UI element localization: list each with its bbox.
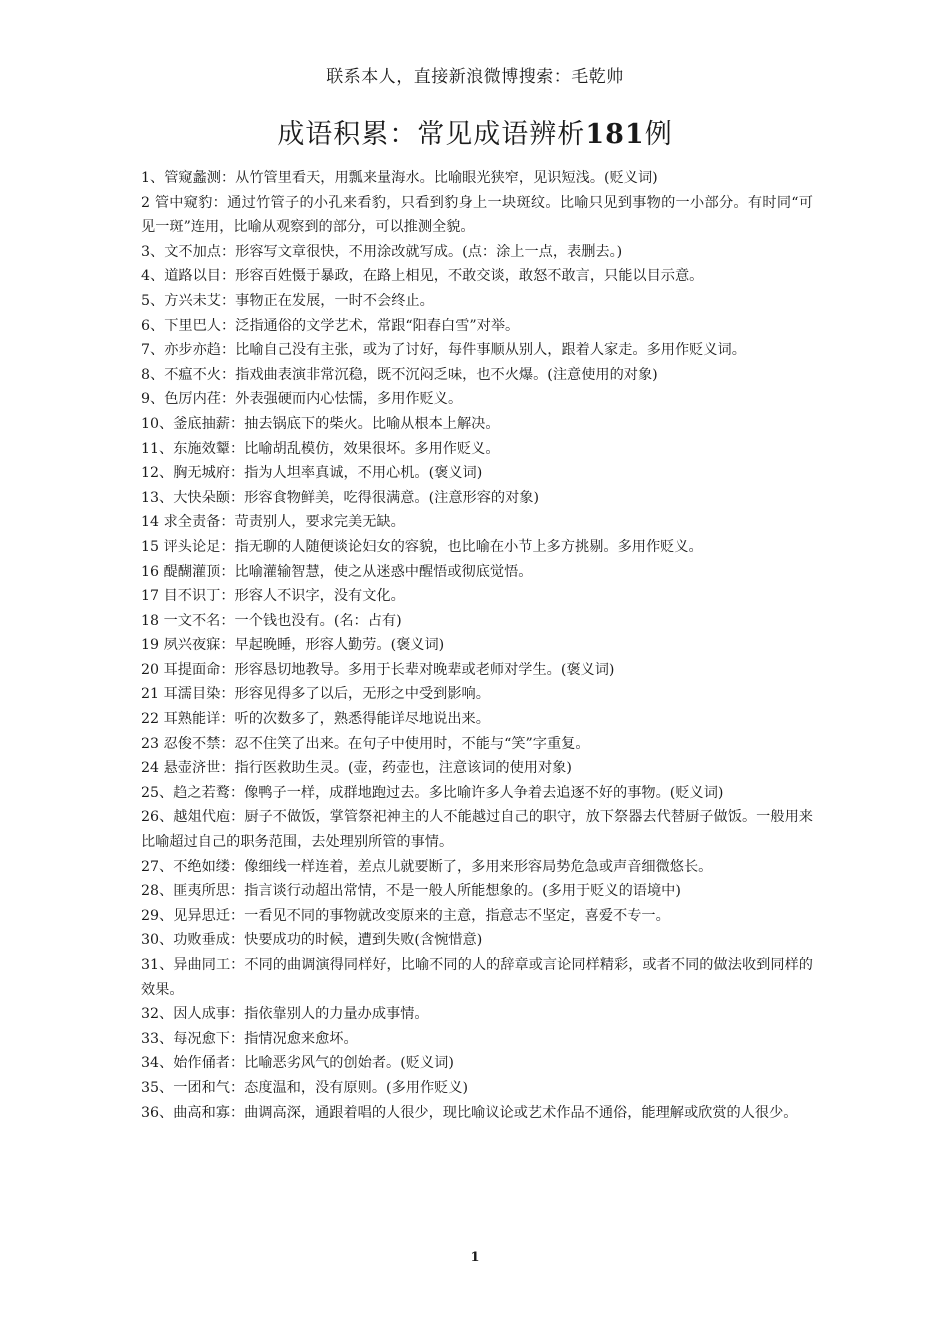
page-number: 1 (470, 1250, 480, 1265)
idiom-entry: 3、文不加点：形容写文章很快，不用涂改就写成。(点：涂上一点，表删去。) (141, 243, 623, 260)
idiom-entry: 32、因人成事：指依靠别人的力量办成事情。 (141, 1006, 429, 1023)
idiom-entry: 10、釜底抽薪：抽去锅底下的柴火。比喻从根本上解决。 (141, 415, 500, 432)
idiom-entry: 31、异曲同工：不同的曲调演得同样好，比喻不同的人的辞章或言论同样精彩，或者不同的做法收到同样的效果。 (141, 957, 813, 998)
idiom-entry: 25、趋之若鹜：像鸭子一样，成群地跑过去。多比喻许多人争着去追逐不好的事物。(贬义词) (141, 784, 724, 801)
idiom-entry: 34、始作俑者：比喻恶劣风气的创始者。(贬义词) (141, 1055, 454, 1072)
idiom-entry: 7、亦步亦趋：比喻自己没有主张，或为了讨好，每件事顺从别人，跟着人家走。多用作贬义词。 (141, 342, 746, 359)
idiom-list (141, 166, 813, 1125)
title-number: 181 (585, 119, 645, 150)
idiom-entry: 9、色厉内荏：外表强硬而内心怯懦，多用作贬义。 (141, 391, 463, 408)
idiom-entry: 23 忍俊不禁：忍不住笑了出来。在句子中使用时，不能与“笑”字重复。 (141, 735, 590, 752)
idiom-entry: 16 醍醐灌顶：比喻灌输智慧，使之从迷惑中醒悟或彻底觉悟。 (141, 563, 533, 580)
idiom-entry: 20 耳提面命：形容恳切地教导。多用于长辈对晚辈或老师对学生。(褒义词) (141, 661, 615, 678)
idiom-entry: 12、胸无城府：指为人坦率真诚，不用心机。(褒义词) (141, 465, 483, 482)
idiom-entry: 15 评头论足：指无聊的人随便谈论妇女的容貌，也比喻在小节上多方挑剔。多用作贬义。 (141, 538, 703, 555)
idiom-entry: 21 耳濡目染：形容见得多了以后，无形之中受到影响。 (141, 686, 490, 703)
idiom-entry: 4、道路以目：形容百姓慑于暴政，在路上相见，不敢交谈，敢怒不敢言，只能以目示意。 (141, 268, 704, 285)
idiom-entry: 33、每况愈下：指情况愈来愈坏。 (141, 1030, 358, 1047)
contact-note: 联系本人，直接新浪微博搜索：毛乾帅 (326, 67, 624, 87)
idiom-entry: 17 目不识丁：形容人不识字，没有文化。 (141, 588, 405, 605)
title-suffix: 例 (644, 119, 673, 150)
idiom-entry: 8、不瘟不火：指戏曲表演非常沉稳，既不沉闷乏味，也不火爆。(注意使用的对象) (141, 366, 658, 383)
idiom-entry: 2 管中窥豹：通过竹管子的小孔来看豹，只看到豹身上一块斑纹。比喻只见到事物的一小部分。有时同“可见一斑”连用，比喻从观察到的部分，可以推测全貌。 (141, 194, 813, 236)
idiom-entry: 35、一团和气：态度温和，没有原则。(多用作贬义) (141, 1079, 469, 1096)
idiom-entry: 13、大快朵颐：形容食物鲜美，吃得很满意。(注意形容的对象) (141, 489, 540, 506)
idiom-entry: 22 耳熟能详：听的次数多了，熟悉得能详尽地说出来。 (141, 711, 490, 728)
idiom-entry: 6、下里巴人：泛指通俗的文学艺术，常跟“阳春白雪”对举。 (141, 317, 520, 334)
idiom-entry: 27、不绝如缕：像细线一样连着，差点儿就要断了，多用来形容局势危急或声音细微悠长。 (141, 858, 713, 875)
idiom-entry: 26、越俎代庖：厨子不做饭，掌管祭祀神主的人不能越过自己的职守，放下祭器去代替厨子做饭。一般用来比喻超过自己的职务范围，去处理别所管的事情。 (141, 809, 813, 851)
idiom-entry: 19 夙兴夜寐：早起晚睡，形容人勤劳。(褒义词) (141, 637, 445, 654)
idiom-entry: 29、见异思迁：一看见不同的事物就改变原来的主意，指意志不坚定，喜爱不专一。 (141, 907, 670, 924)
idiom-entry: 28、匪夷所思：指言谈行动超出常情，不是一般人所能想象的。(多用于贬义的语境中) (141, 883, 681, 900)
idiom-entry: 5、方兴未艾：事物正在发展，一时不会终止。 (141, 292, 434, 309)
idiom-entry: 11、东施效颦：比喻胡乱模仿，效果很坏。多用作贬义。 (141, 440, 500, 457)
idiom-entry: 14 求全责备：苛责别人，要求完美无缺。 (141, 514, 405, 531)
idiom-entry: 30、功败垂成：快要成功的时候，遭到失败(含惋惜意) (141, 932, 483, 949)
page-title (0, 112, 950, 151)
idiom-entry: 18 一文不名：一个钱也没有。(名：占有) (141, 612, 402, 629)
idiom-entry: 1、管窥蠡测：从竹管里看天，用瓢来量海水。比喻眼光狭窄，见识短浅。(贬义词) (141, 170, 658, 186)
idiom-entry: 36、曲高和寡：曲调高深，通跟着唱的人很少，现比喻议论或艺术作品不通俗，能理解或欣赏的人很少。 (141, 1104, 798, 1121)
title-text: 成语积累：常见成语辨析 (277, 119, 586, 150)
idiom-entry: 24 悬壶济世：指行医救助生灵。(壶，药壶也，注意该词的使用对象) (141, 760, 572, 777)
